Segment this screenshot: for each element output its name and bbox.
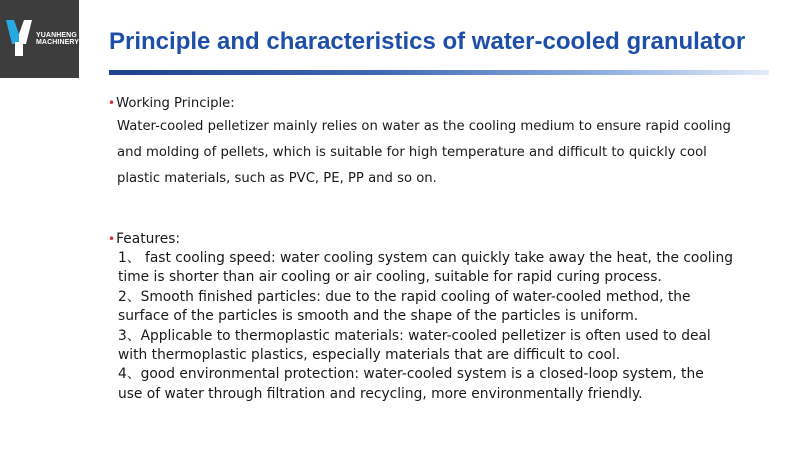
features-heading — [108, 229, 733, 249]
principle-line: and molding of pellets, which is suitable for high temperature and difficult to quickly cool — [117, 145, 707, 160]
principle-line: plastic materials, such as PVC, PE, PP and so on. — [117, 171, 437, 186]
slide-title: Principle and characteristics of water-cooled granulator — [109, 28, 746, 55]
working-principle-label: Working Principle: — [116, 96, 235, 111]
feature-line: time is shorter than air cooling or air cooling, suitable for rapid curing process. — [118, 269, 662, 286]
principle-line: Water-cooled pelletizer mainly relies on water as the cooling medium to ensure rapid cooling — [117, 119, 731, 134]
features-label: Features: — [116, 231, 181, 247]
feature-line: use of water through filtration and recycling, more environmentally friendly. — [118, 385, 643, 402]
feature-line: surface of the particles is smooth and the shape of the particles is uniform. — [118, 308, 639, 325]
logo-brand-name: YUANHENG — [36, 31, 77, 39]
logo-brand-subtitle: MACHINERY — [36, 39, 80, 46]
feature-line: 1、 fast cooling speed: water cooling system can quickly take away the heat, the cooling — [118, 250, 733, 266]
title-underline — [109, 70, 769, 75]
bullet-icon: • — [108, 232, 116, 246]
company-logo — [0, 0, 79, 78]
feature-line: 4、good environmental protection: water-cooled system is a closed-loop system, the — [118, 366, 704, 383]
feature-line: 2、Smooth finished particles: due to the rapid cooling of water-cooled method, the — [118, 288, 691, 305]
feature-line: 3、Applicable to thermoplastic materials: water-cooled pelletizer is often used to deal — [118, 327, 711, 344]
yuanheng-y-logo-icon — [4, 14, 34, 64]
bullet-icon: • — [108, 96, 116, 110]
features-section — [108, 229, 733, 404]
feature-line: with thermoplastic plastics, especially materials that are difficult to cool. — [118, 347, 621, 364]
working-principle-section — [108, 93, 731, 192]
working-principle-heading — [108, 93, 731, 114]
